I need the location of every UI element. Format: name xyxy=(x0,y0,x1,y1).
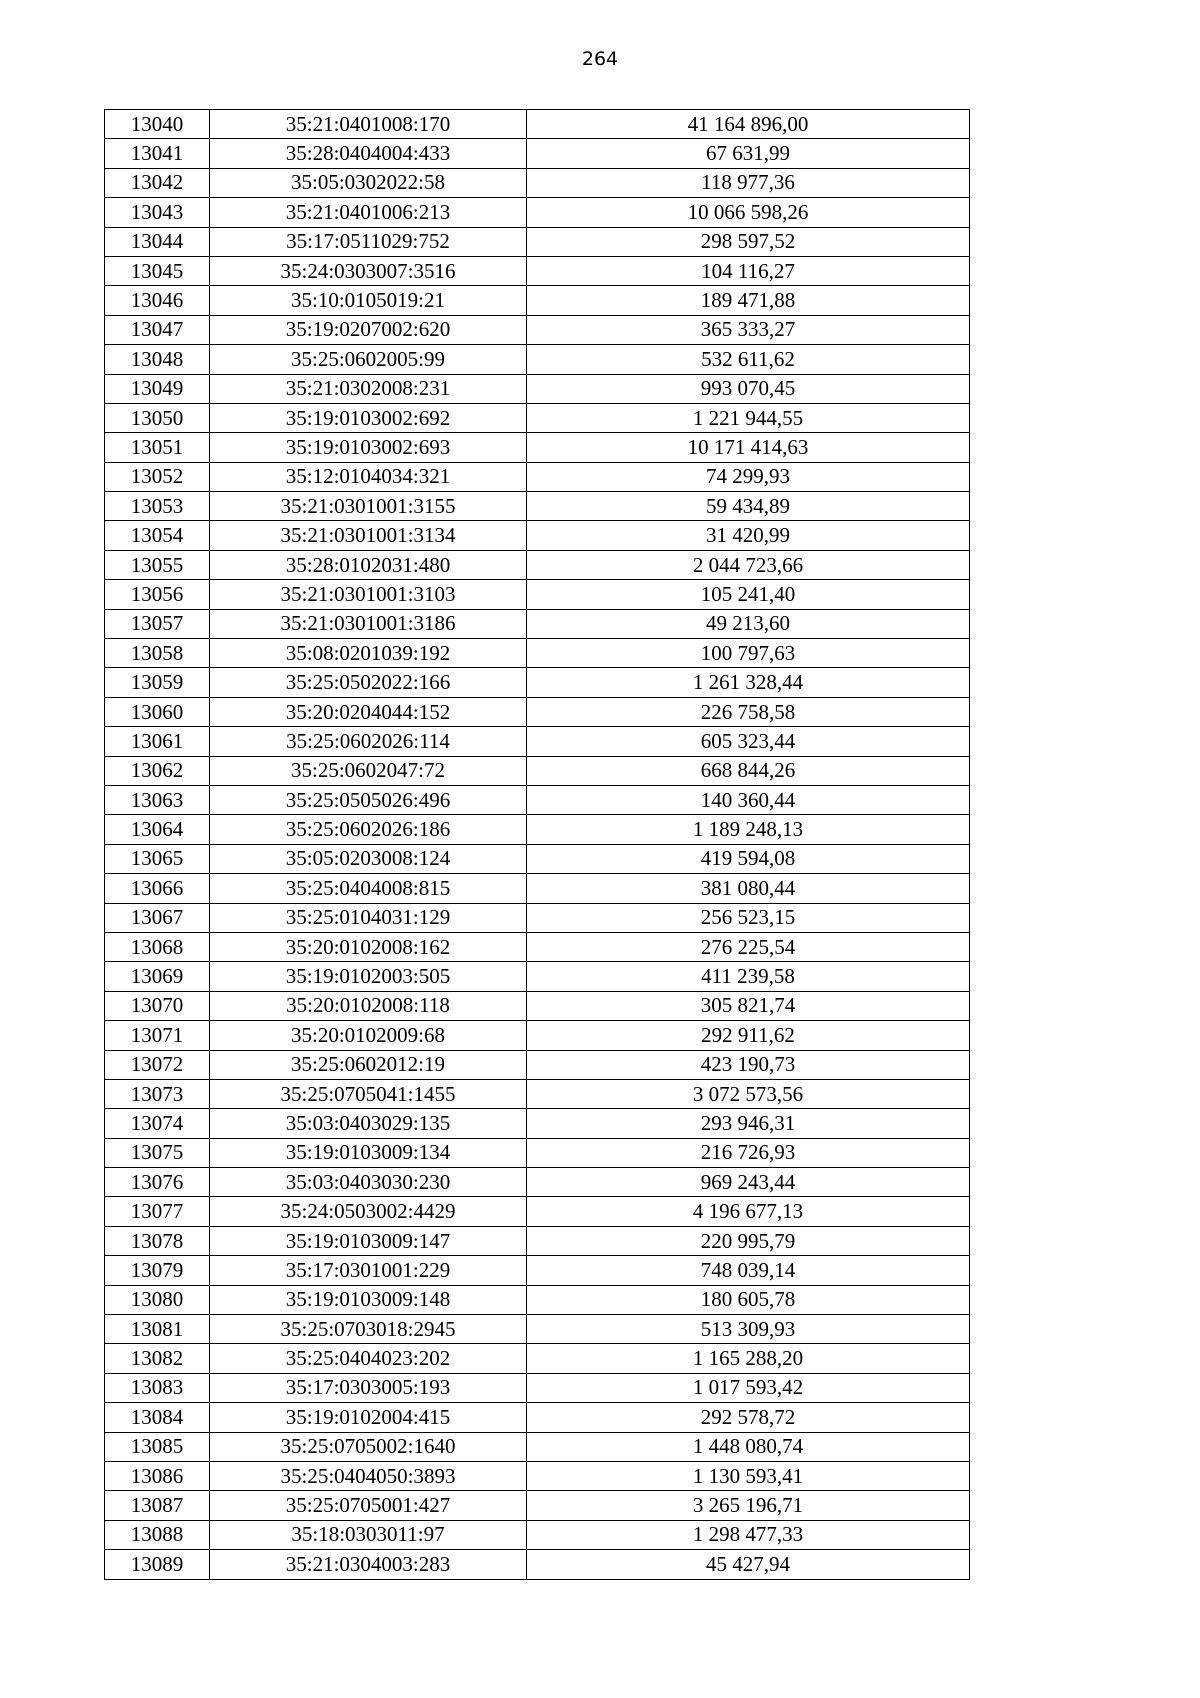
table-row xyxy=(105,492,970,521)
row-number-cell: 13041 xyxy=(105,139,210,168)
cadastral-number-cell: 35:19:0103002:692 xyxy=(210,403,527,432)
cadastral-value-cell: 4 196 677,13 xyxy=(527,1197,970,1226)
table-row xyxy=(105,198,970,227)
cadastral-value-cell: 3 072 573,56 xyxy=(527,1079,970,1108)
row-number-cell: 13063 xyxy=(105,785,210,814)
cadastral-number-cell: 35:17:0301001:229 xyxy=(210,1256,527,1285)
row-number-cell: 13042 xyxy=(105,168,210,197)
row-number-cell: 13081 xyxy=(105,1315,210,1344)
table-row xyxy=(105,1285,970,1314)
cadastral-number-cell: 35:17:0511029:752 xyxy=(210,227,527,256)
cadastral-number-cell: 35:25:0705002:1640 xyxy=(210,1432,527,1461)
table-row xyxy=(105,315,970,344)
cadastral-number-cell: 35:20:0102008:162 xyxy=(210,932,527,961)
row-number-cell: 13089 xyxy=(105,1550,210,1579)
cadastral-value-cell: 1 448 080,74 xyxy=(527,1432,970,1461)
cadastral-number-cell: 35:21:0401006:213 xyxy=(210,198,527,227)
cadastral-number-cell: 35:19:0102003:505 xyxy=(210,962,527,991)
cadastral-value-cell: 10 066 598,26 xyxy=(527,198,970,227)
cadastral-number-cell: 35:12:0104034:321 xyxy=(210,462,527,491)
cadastral-value-cell: 180 605,78 xyxy=(527,1285,970,1314)
row-number-cell: 13051 xyxy=(105,433,210,462)
cadastral-value-cell: 1 221 944,55 xyxy=(527,403,970,432)
table-row xyxy=(105,168,970,197)
cadastral-number-cell: 35:21:0301001:3103 xyxy=(210,580,527,609)
row-number-cell: 13064 xyxy=(105,815,210,844)
table-row xyxy=(105,639,970,668)
table-row xyxy=(105,1344,970,1373)
cadastral-number-cell: 35:21:0302008:231 xyxy=(210,374,527,403)
page-number: 264 xyxy=(581,48,619,70)
cadastral-number-cell: 35:20:0204044:152 xyxy=(210,697,527,726)
row-number-cell: 13043 xyxy=(105,198,210,227)
table-row xyxy=(105,1403,970,1432)
row-number-cell: 13066 xyxy=(105,874,210,903)
row-number-cell: 13062 xyxy=(105,756,210,785)
row-number-cell: 13076 xyxy=(105,1168,210,1197)
cadastral-value-cell: 276 225,54 xyxy=(527,932,970,961)
cadastral-number-cell: 35:21:0401008:170 xyxy=(210,110,527,139)
cadastral-number-cell: 35:25:0602005:99 xyxy=(210,345,527,374)
row-number-cell: 13068 xyxy=(105,932,210,961)
cadastral-number-cell: 35:19:0103009:147 xyxy=(210,1226,527,1255)
row-number-cell: 13088 xyxy=(105,1520,210,1549)
cadastral-number-cell: 35:19:0102004:415 xyxy=(210,1403,527,1432)
cadastral-number-cell: 35:21:0301001:3134 xyxy=(210,521,527,550)
cadastral-value-cell: 1 165 288,20 xyxy=(527,1344,970,1373)
row-number-cell: 13048 xyxy=(105,345,210,374)
table-row xyxy=(105,609,970,638)
row-number-cell: 13084 xyxy=(105,1403,210,1432)
table-row xyxy=(105,1256,970,1285)
cadastral-value-cell: 305 821,74 xyxy=(527,991,970,1020)
cadastral-number-cell: 35:10:0105019:21 xyxy=(210,286,527,315)
row-number-cell: 13078 xyxy=(105,1226,210,1255)
table-row xyxy=(105,345,970,374)
row-number-cell: 13049 xyxy=(105,374,210,403)
row-number-cell: 13077 xyxy=(105,1197,210,1226)
cadastral-number-cell: 35:25:0404050:3893 xyxy=(210,1461,527,1490)
table-row xyxy=(105,256,970,285)
cadastral-number-cell: 35:19:0103009:148 xyxy=(210,1285,527,1314)
cadastral-value-cell: 226 758,58 xyxy=(527,697,970,726)
table-row xyxy=(105,1491,970,1520)
table-row xyxy=(105,1109,970,1138)
cadastral-number-cell: 35:25:0404023:202 xyxy=(210,1344,527,1373)
cadastral-value-cell: 1 017 593,42 xyxy=(527,1373,970,1402)
cadastral-value-cell: 532 611,62 xyxy=(527,345,970,374)
cadastral-value-cell: 1 130 593,41 xyxy=(527,1461,970,1490)
table-row xyxy=(105,1226,970,1255)
row-number-cell: 13087 xyxy=(105,1491,210,1520)
row-number-cell: 13080 xyxy=(105,1285,210,1314)
cadastral-number-cell: 35:18:0303011:97 xyxy=(210,1520,527,1549)
table-row xyxy=(105,697,970,726)
cadastral-number-cell: 35:25:0602026:114 xyxy=(210,727,527,756)
cadastral-value-cell: 292 578,72 xyxy=(527,1403,970,1432)
row-number-cell: 13060 xyxy=(105,697,210,726)
cadastral-number-cell: 35:08:0201039:192 xyxy=(210,639,527,668)
table-row xyxy=(105,932,970,961)
row-number-cell: 13083 xyxy=(105,1373,210,1402)
cadastral-value-cell: 140 360,44 xyxy=(527,785,970,814)
cadastral-value-table xyxy=(104,109,970,1580)
cadastral-value-cell: 411 239,58 xyxy=(527,962,970,991)
cadastral-number-cell: 35:25:0104031:129 xyxy=(210,903,527,932)
cadastral-number-cell: 35:24:0503002:4429 xyxy=(210,1197,527,1226)
cadastral-number-cell: 35:19:0103009:134 xyxy=(210,1138,527,1167)
table-row xyxy=(105,668,970,697)
table-row xyxy=(105,903,970,932)
table-row xyxy=(105,1138,970,1167)
table-row xyxy=(105,756,970,785)
row-number-cell: 13055 xyxy=(105,550,210,579)
cadastral-value-cell: 189 471,88 xyxy=(527,286,970,315)
cadastral-value-cell: 3 265 196,71 xyxy=(527,1491,970,1520)
cadastral-number-cell: 35:20:0102009:68 xyxy=(210,1021,527,1050)
row-number-cell: 13071 xyxy=(105,1021,210,1050)
cadastral-value-cell: 67 631,99 xyxy=(527,139,970,168)
row-number-cell: 13075 xyxy=(105,1138,210,1167)
row-number-cell: 13057 xyxy=(105,609,210,638)
cadastral-value-cell: 1 298 477,33 xyxy=(527,1520,970,1549)
cadastral-number-cell: 35:03:0403029:135 xyxy=(210,1109,527,1138)
cadastral-number-cell: 35:28:0404004:433 xyxy=(210,139,527,168)
cadastral-value-cell: 993 070,45 xyxy=(527,374,970,403)
cadastral-value-cell: 1 261 328,44 xyxy=(527,668,970,697)
cadastral-value-cell: 41 164 896,00 xyxy=(527,110,970,139)
cadastral-value-cell: 419 594,08 xyxy=(527,844,970,873)
cadastral-number-cell: 35:25:0602047:72 xyxy=(210,756,527,785)
table-row xyxy=(105,139,970,168)
table-row xyxy=(105,110,970,139)
table-row xyxy=(105,1461,970,1490)
row-number-cell: 13053 xyxy=(105,492,210,521)
cadastral-value-cell: 104 116,27 xyxy=(527,256,970,285)
cadastral-number-cell: 35:25:0705041:1455 xyxy=(210,1079,527,1108)
cadastral-value-cell: 105 241,40 xyxy=(527,580,970,609)
row-number-cell: 13073 xyxy=(105,1079,210,1108)
row-number-cell: 13069 xyxy=(105,962,210,991)
row-number-cell: 13054 xyxy=(105,521,210,550)
cadastral-number-cell: 35:25:0705001:427 xyxy=(210,1491,527,1520)
table-row xyxy=(105,1197,970,1226)
table-row xyxy=(105,1079,970,1108)
table-row xyxy=(105,374,970,403)
row-number-cell: 13040 xyxy=(105,110,210,139)
table-row xyxy=(105,286,970,315)
table-row xyxy=(105,815,970,844)
cadastral-value-cell: 31 420,99 xyxy=(527,521,970,550)
cadastral-number-cell: 35:24:0303007:3516 xyxy=(210,256,527,285)
cadastral-value-cell: 381 080,44 xyxy=(527,874,970,903)
table-row xyxy=(105,521,970,550)
row-number-cell: 13045 xyxy=(105,256,210,285)
cadastral-number-cell: 35:25:0703018:2945 xyxy=(210,1315,527,1344)
row-number-cell: 13086 xyxy=(105,1461,210,1490)
cadastral-value-cell: 748 039,14 xyxy=(527,1256,970,1285)
cadastral-value-cell: 118 977,36 xyxy=(527,168,970,197)
cadastral-value-cell: 49 213,60 xyxy=(527,609,970,638)
cadastral-number-cell: 35:28:0102031:480 xyxy=(210,550,527,579)
cadastral-value-cell: 74 299,93 xyxy=(527,462,970,491)
table-row xyxy=(105,962,970,991)
cadastral-value-cell: 10 171 414,63 xyxy=(527,433,970,462)
cadastral-number-cell: 35:21:0304003:283 xyxy=(210,1550,527,1579)
cadastral-value-cell: 423 190,73 xyxy=(527,1050,970,1079)
row-number-cell: 13058 xyxy=(105,639,210,668)
table-body xyxy=(105,110,970,1580)
row-number-cell: 13065 xyxy=(105,844,210,873)
cadastral-number-cell: 35:19:0103002:693 xyxy=(210,433,527,462)
cadastral-number-cell: 35:20:0102008:118 xyxy=(210,991,527,1020)
table-row xyxy=(105,403,970,432)
row-number-cell: 13067 xyxy=(105,903,210,932)
table-row xyxy=(105,1520,970,1549)
row-number-cell: 13044 xyxy=(105,227,210,256)
cadastral-value-cell: 220 995,79 xyxy=(527,1226,970,1255)
cadastral-number-cell: 35:25:0404008:815 xyxy=(210,874,527,903)
cadastral-value-cell: 969 243,44 xyxy=(527,1168,970,1197)
row-number-cell: 13059 xyxy=(105,668,210,697)
cadastral-value-cell: 59 434,89 xyxy=(527,492,970,521)
cadastral-value-cell: 256 523,15 xyxy=(527,903,970,932)
cadastral-value-cell: 100 797,63 xyxy=(527,639,970,668)
table-row xyxy=(105,1373,970,1402)
row-number-cell: 13070 xyxy=(105,991,210,1020)
cadastral-value-cell: 293 946,31 xyxy=(527,1109,970,1138)
table-row xyxy=(105,1050,970,1079)
cadastral-value-cell: 1 189 248,13 xyxy=(527,815,970,844)
cadastral-value-cell: 365 333,27 xyxy=(527,315,970,344)
cadastral-number-cell: 35:25:0502022:166 xyxy=(210,668,527,697)
cadastral-number-cell: 35:21:0301001:3155 xyxy=(210,492,527,521)
row-number-cell: 13050 xyxy=(105,403,210,432)
row-number-cell: 13052 xyxy=(105,462,210,491)
row-number-cell: 13085 xyxy=(105,1432,210,1461)
table-row xyxy=(105,874,970,903)
cadastral-value-cell: 605 323,44 xyxy=(527,727,970,756)
cadastral-number-cell: 35:05:0203008:124 xyxy=(210,844,527,873)
row-number-cell: 13056 xyxy=(105,580,210,609)
table-row xyxy=(105,785,970,814)
cadastral-value-cell: 298 597,52 xyxy=(527,227,970,256)
table-row xyxy=(105,550,970,579)
row-number-cell: 13072 xyxy=(105,1050,210,1079)
cadastral-number-cell: 35:17:0303005:193 xyxy=(210,1373,527,1402)
cadastral-number-cell: 35:21:0301001:3186 xyxy=(210,609,527,638)
table-row xyxy=(105,1168,970,1197)
row-number-cell: 13074 xyxy=(105,1109,210,1138)
row-number-cell: 13082 xyxy=(105,1344,210,1373)
table-row xyxy=(105,844,970,873)
row-number-cell: 13046 xyxy=(105,286,210,315)
table-row xyxy=(105,433,970,462)
cadastral-value-cell: 45 427,94 xyxy=(527,1550,970,1579)
row-number-cell: 13061 xyxy=(105,727,210,756)
table-row xyxy=(105,1550,970,1579)
table-row xyxy=(105,727,970,756)
cadastral-number-cell: 35:25:0602012:19 xyxy=(210,1050,527,1079)
cadastral-value-cell: 668 844,26 xyxy=(527,756,970,785)
cadastral-number-cell: 35:25:0505026:496 xyxy=(210,785,527,814)
table-row xyxy=(105,1021,970,1050)
table-row xyxy=(105,462,970,491)
cadastral-value-cell: 292 911,62 xyxy=(527,1021,970,1050)
cadastral-value-cell: 513 309,93 xyxy=(527,1315,970,1344)
cadastral-number-cell: 35:03:0403030:230 xyxy=(210,1168,527,1197)
cadastral-value-cell: 2 044 723,66 xyxy=(527,550,970,579)
table-row xyxy=(105,991,970,1020)
cadastral-number-cell: 35:25:0602026:186 xyxy=(210,815,527,844)
table-row xyxy=(105,227,970,256)
row-number-cell: 13047 xyxy=(105,315,210,344)
table-row xyxy=(105,580,970,609)
table-row xyxy=(105,1315,970,1344)
cadastral-value-cell: 216 726,93 xyxy=(527,1138,970,1167)
cadastral-number-cell: 35:05:0302022:58 xyxy=(210,168,527,197)
table-row xyxy=(105,1432,970,1461)
row-number-cell: 13079 xyxy=(105,1256,210,1285)
cadastral-number-cell: 35:19:0207002:620 xyxy=(210,315,527,344)
